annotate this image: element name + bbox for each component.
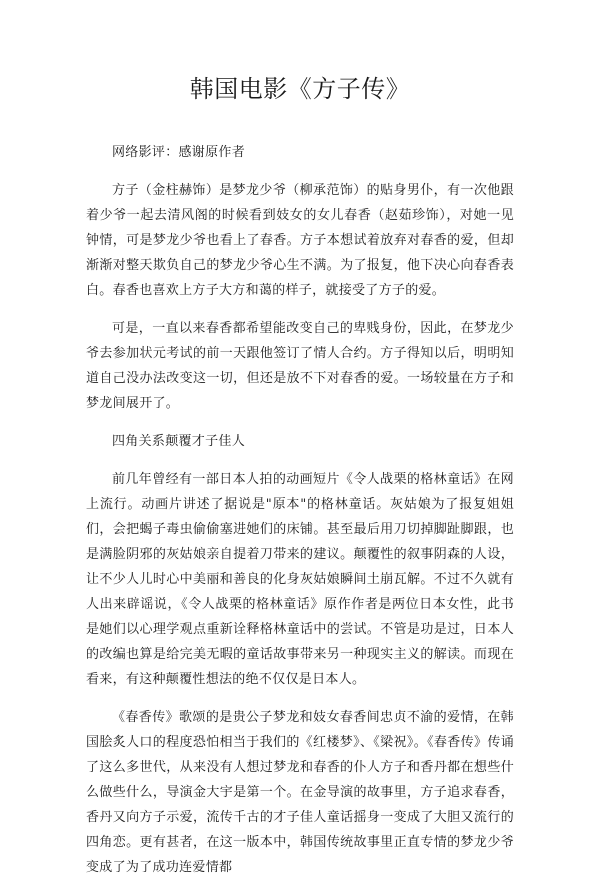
section-heading: 四角关系颠覆才子佳人 (112, 434, 246, 449)
paragraph: 《春香传》歌颂的是贵公子梦龙和妓女春香间忠贞不渝的爱情，在韩国脍炙人口的程度恐怕相当于我们的《红楼梦》、《梁祝》。《春香传》传诵了这么多世代，从来没有人想过梦龙和春香的仆人方子和香丹都在想些什么做些什么，导演金大宇是第一个。在金导演的故事里，方子追求春香，香丹又向方子示爱，流传千古的才子佳人童话摇身一变成了大胆又流行的四角恋。更有甚者，在这一版本中，韩国传统故事里正直专情的梦龙少爷变成了为了成功连爱情都 (86, 710, 514, 875)
page-title: 韩国电影《方子传》 (189, 75, 411, 103)
source-note: 网络影评：感谢原作者 (112, 145, 246, 160)
paragraph: 方子（金柱赫饰）是梦龙少爷（柳承范饰）的贴身男仆，有一次他跟着少爷一起去清风阁的时候看到妓女的女儿春香（赵茹珍饰），对她一见钟情，可是梦龙少爷也看上了春香。方子本想试着放弃对春香的爱，但却渐渐对整天欺负自己的梦龙少爷心生不满。为了报复，他下决心向春香表白。春香也喜欢上方子大方和蔼的样子，就接受了方子的爱。 (86, 183, 514, 298)
paragraph: 可是，一直以来春香都希望能改变自己的卑贱身份，因此，在梦龙少爷去参加状元考试的前一天跟他签订了情人合约。方子得知以后，明明知道自己没办法改变这一切，但还是放不下对春香的爱。一场较量在方子和梦龙间展开了。 (86, 321, 514, 411)
paragraph: 前几年曾经有一部日本人拍的动画短片《令人战栗的格林童话》在网上流行。动画片讲述了据说是"原本"的格林童话。灰姑娘为了报复姐姐们，会把蝎子毒虫偷偷塞进她们的床铺。甚至最后用刀切掉脚趾脚跟，也是满脸阴邪的灰姑娘亲自提着刀带来的建议。颠覆性的叙事阴森的人设，让不少人儿时心中美丽和善良的化身灰姑娘瞬间土崩瓦解。不过不久就有人出来辟谣说，《令人战栗的格林童话》原作作者是两位日本女性，此书是她们以心理学观点重新诠释格林童话中的尝试。不管是功是过，日本人的改编也算是给完美无暇的童话故事带来另一种现实主义的解读。而现在看来，有这种颠覆性想法的绝不仅仅是日本人。 (86, 472, 514, 687)
